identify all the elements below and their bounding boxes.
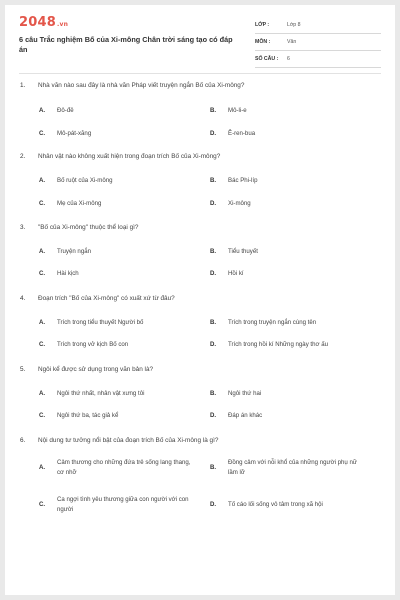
logo-main: 2048: [19, 15, 56, 30]
meta-label: SỐ CÂU :: [255, 56, 279, 62]
meta-value: Lớp 8: [287, 22, 301, 28]
meta-label: LỚP :: [255, 22, 270, 28]
question-text: Nhân vật nào không xuất hiện trong đoạn trích Bố của Xi-mông?: [38, 153, 221, 160]
meta-row-grade: [255, 17, 381, 34]
site-logo[interactable]: [19, 15, 68, 30]
question-text: Nhà văn nào sau đây là nhà văn Pháp viết truyện ngắn Bố của Xi-mông?: [38, 82, 245, 89]
option-text: Mô-li-e: [228, 107, 247, 114]
option-text: Ca ngợi tình yêu thương giữa con người với con người: [57, 496, 189, 513]
question-text: Ngôi kể được sử dụng trong văn bản là?: [38, 366, 154, 373]
document-header: [5, 5, 395, 69]
option-text: Trích trong hồi kí Những ngày thơ ấu: [228, 341, 328, 348]
meta-value: 6: [287, 56, 290, 62]
logo-suffix: .vn: [56, 21, 69, 28]
option-letter: D.: [210, 412, 217, 419]
option-text: Ngôi thứ nhất, nhân vật xưng tôi: [57, 390, 145, 397]
option-text: Bố ruột của Xi-mông: [57, 177, 113, 184]
option-letter: C.: [39, 501, 46, 508]
option-letter: C.: [39, 200, 46, 207]
meta-value: Văn: [287, 39, 297, 45]
option-letter: C.: [39, 130, 46, 137]
option-letter: D.: [210, 200, 217, 207]
option-letter: B.: [210, 390, 217, 397]
option-text: Mẹ của Xi-mông: [57, 200, 102, 207]
option-text: Đô-đê: [57, 107, 74, 114]
option-letter: A.: [39, 390, 46, 397]
option-text: Xi-mông: [228, 200, 251, 207]
question-number: 5.: [20, 366, 26, 373]
question-number: 3.: [20, 224, 26, 231]
option-text: Ê-ren-bua: [228, 130, 256, 137]
option-text: Hồi kí: [228, 270, 244, 277]
option-letter: D.: [210, 270, 217, 277]
document-title: 6 câu Trắc nghiệm Bố của Xi-mông Chân trời sáng tạo có đáp án: [19, 35, 233, 54]
option-letter: D.: [210, 130, 217, 137]
option-letter: B.: [210, 464, 217, 471]
option-text: Hài kịch: [57, 270, 79, 277]
option-letter: C.: [39, 270, 46, 277]
question-number: 6.: [20, 437, 26, 444]
option-letter: B.: [210, 248, 217, 255]
option-letter: A.: [39, 248, 46, 255]
option-letter: C.: [39, 412, 46, 419]
option-text: Đáp án khác: [228, 412, 263, 419]
option-letter: A.: [39, 464, 46, 471]
option-letter: A.: [39, 107, 46, 114]
option-text: Ngôi thứ hai: [228, 390, 262, 397]
option-text: Trích trong tiểu thuyết Người bố: [57, 319, 144, 326]
option-letter: A.: [39, 319, 46, 326]
question-text: Đoạn trích "Bố của Xi-mông" có xuất xứ từ đâu?: [38, 295, 175, 302]
option-letter: B.: [210, 107, 217, 114]
question-number: 4.: [20, 295, 26, 302]
option-text: Cảm thương cho những đứa trẻ sống lang thang, cơ nhỡ: [57, 459, 191, 476]
option-letter: C.: [39, 341, 46, 348]
meta-info: [255, 17, 381, 68]
question-number: 1.: [20, 82, 26, 89]
meta-label: MÔN :: [255, 39, 271, 45]
meta-row-subject: [255, 34, 381, 51]
option-letter: B.: [210, 177, 217, 184]
option-text: Ngôi thứ ba, tác giả kể: [57, 412, 119, 419]
meta-row-count: [255, 51, 381, 68]
option-letter: D.: [210, 501, 217, 508]
option-text: Đồng cảm với nỗi khổ của những người phụ nữ lầm lỡ: [228, 459, 357, 476]
document-page: [5, 5, 395, 595]
option-letter: D.: [210, 341, 217, 348]
option-text: Trích trong truyện ngắn cùng tên: [228, 319, 317, 326]
option-text: Trích trong vở kịch Bố con: [57, 341, 129, 348]
option-letter: B.: [210, 319, 217, 326]
option-text: Truyện ngắn: [57, 248, 91, 255]
option-text: Tố cáo lối sống vô tâm trong xã hội: [228, 501, 323, 508]
option-text: Tiểu thuyết: [228, 248, 258, 255]
question-text: "Bố của Xi-mông" thuộc thể loại gì?: [38, 224, 139, 231]
question-text: Nội dung tư tưởng nổi bật của đoạn trích Bố của Xi-mông là gì?: [38, 437, 219, 444]
option-letter: A.: [39, 177, 46, 184]
option-text: Mô-pát-xăng: [57, 130, 92, 137]
option-text: Bác Phi-líp: [228, 177, 258, 184]
question-number: 2.: [20, 153, 26, 160]
header-divider: [19, 73, 381, 74]
